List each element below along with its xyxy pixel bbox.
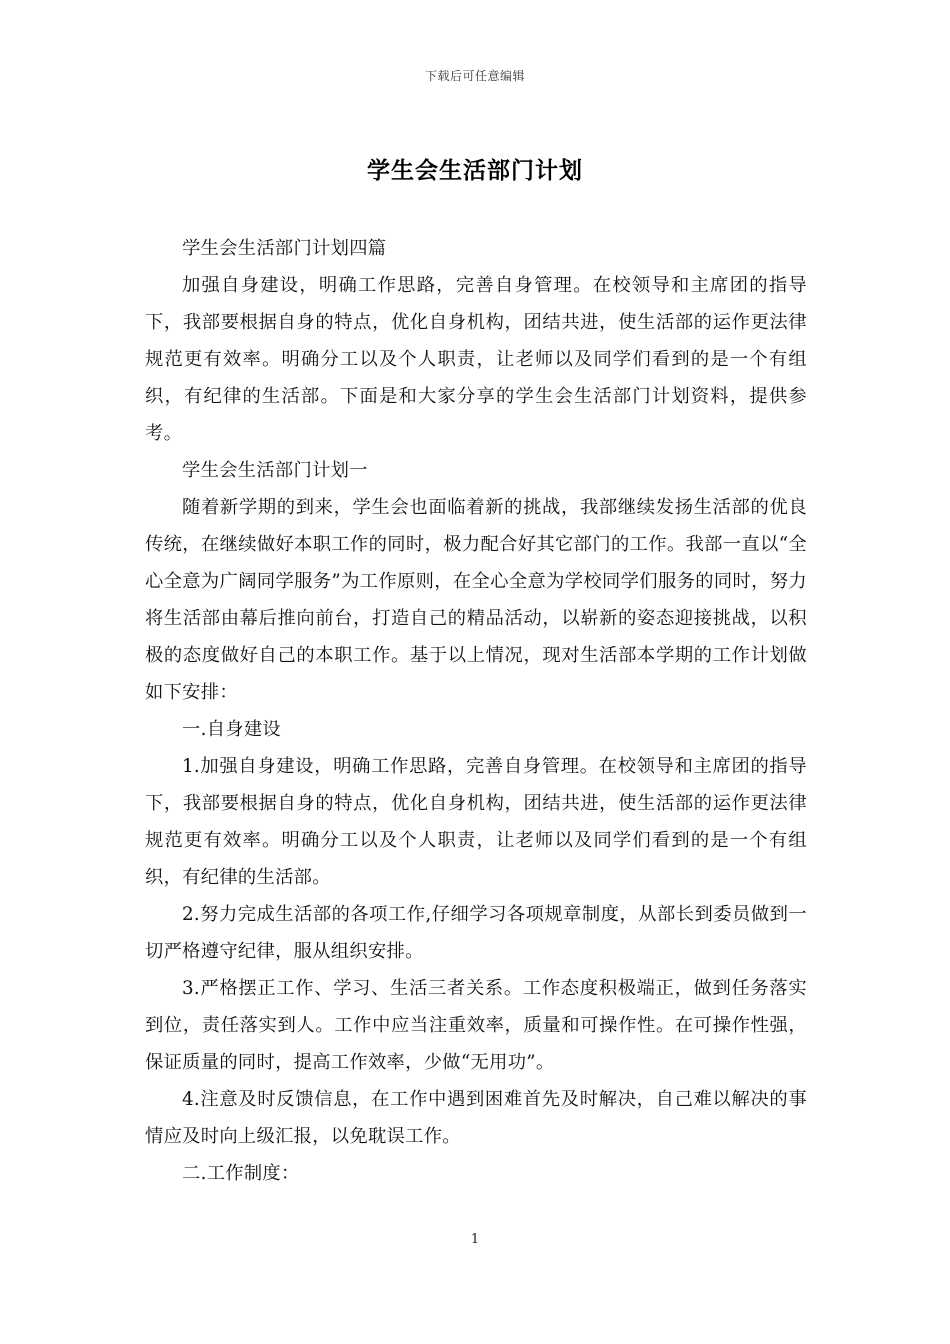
section-heading-plan-one: 学生会生活部门计划一 [182,460,368,481]
document-body [145,230,807,1192]
intro-paragraph: 加强自身建设，明确工作思路，完善自身管理。在校领导和主席团的指导下，我部要根据自身的特点，优化自身机构，团结共进，使生活部的运作更法律规范更有效率。明确分工以及个人职责，让老师以及同学们看到的是一个有组织，有纪律的生活部。下面是和大家分享的学生会生活部门计划资料，提供参考。 [145,275,807,444]
item-2-paragraph: 2.努力完成生活部的各项工作,仔细学习各项规章制度，从部长到委员做到一切严格遵守纪律，服从组织安排。 [145,904,807,962]
section-heading-work-system: 二.工作制度： [182,1163,300,1184]
item-4-paragraph: 4.注意及时反馈信息，在工作中遇到困难首先及时解决，自己难以解决的事情应及时向上级汇报，以免耽误工作。 [145,1089,807,1147]
document-title: 学生会生活部门计划 [367,157,583,184]
section-heading-self-building: 一.自身建设 [182,719,282,740]
page-number: 1 [470,1232,480,1247]
subtitle-paragraph: 学生会生活部门计划四篇 [182,238,387,259]
plan-one-intro-paragraph: 随着新学期的到来，学生会也面临着新的挑战，我部继续发扬生活部的优良传统，在继续做好本职工作的同时，极力配合好其它部门的工作。我部一直以“全心全意为广阔同学服务”为工作原则，在全心全意为学校同学们服务的同时，努力将生活部由幕后推向前台，打造自己的精品活动，以崭新的姿态迎接挑战，以积极的态度做好自己的本职工作。基于以上情况，现对生活部本学期的工作计划做如下安排： [145,497,807,703]
header-note: 下载后可任意编辑 [424,69,525,83]
item-3-paragraph: 3.严格摆正工作、学习、生活三者关系。工作态度积极端正，做到任务落实到位，责任落实到人。工作中应当注重效率，质量和可操作性。在可操作性强，保证质量的同时，提高工作效率，少做“无用功”。 [145,978,807,1073]
item-1-paragraph: 1.加强自身建设，明确工作思路，完善自身管理。在校领导和主席团的指导下，我部要根据自身的特点，优化自身机构，团结共进，使生活部的运作更法律规范更有效率。明确分工以及个人职责，让老师以及同学们看到的是一个有组织，有纪律的生活部。 [145,756,807,888]
